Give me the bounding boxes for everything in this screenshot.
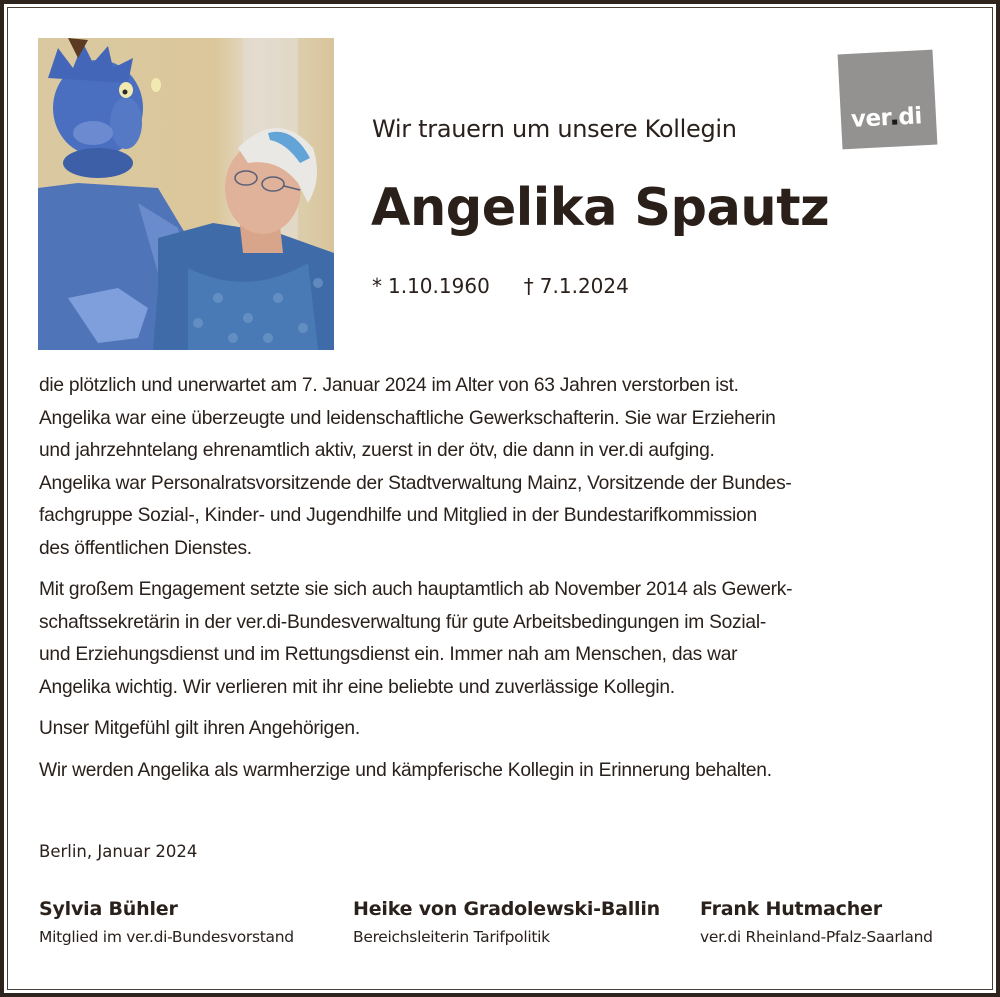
- mourning-intro: Wir trauern um unsere Kollegin: [372, 115, 737, 143]
- verdi-logo: [838, 50, 938, 150]
- text-line: schaftssekretärin in der ver.di-Bundesverwaltung für gute Arbeitsbedingungen im Sozial-: [39, 611, 766, 633]
- birth-star-icon: *: [372, 274, 382, 298]
- signer: [39, 898, 294, 946]
- signer: [353, 898, 660, 946]
- paragraph-remembrance: [39, 755, 969, 788]
- life-dates: [372, 274, 629, 298]
- signer-role: Bereichsleiterin Tarifpolitik: [353, 928, 550, 946]
- place-date: Berlin, Januar 2024: [39, 842, 198, 861]
- text-line: und jahrzehntelang ehrenamtlich aktiv, zuerst in der ötv, die dann in ver.di aufging.: [39, 440, 715, 461]
- obituary-body: [39, 370, 969, 796]
- death-date: 7.1.2024: [539, 274, 629, 298]
- verdi-logo-text: ver di: [850, 103, 923, 133]
- portrait-photo: [38, 38, 334, 350]
- verdi-logo-dot-icon: [893, 120, 898, 125]
- text-line: und Erziehungsdienst und im Rettungsdienst ein. Immer nah am Menschen, das war: [39, 644, 738, 665]
- text-line: Unser Mitgefühl gilt ihren Angehörigen.: [39, 718, 360, 739]
- signer-name: Sylvia Bühler: [39, 898, 178, 920]
- text-line: des öffentlichen Dienstes.: [39, 537, 252, 559]
- text-line: die plötzlich und unerwartet am 7. Januar 2024 im Alter von 63 Jahren verstorben ist.: [39, 375, 739, 396]
- portrait-photo-illustration: [38, 38, 334, 350]
- paragraph-condolence: [39, 713, 969, 746]
- signer: [700, 898, 933, 946]
- text-line: Mit großem Engagement setzte sie sich auch hauptamtlich ab November 2014 als Gewerk-: [39, 579, 793, 600]
- text-line: Wir werden Angelika als warmherzige und kämpferische Kollegin in Erinnerung behalten.: [39, 759, 772, 781]
- signer-role: ver.di Rheinland-Pfalz-Saarland: [700, 928, 933, 946]
- signer-name: Frank Hutmacher: [700, 898, 882, 920]
- birth-date: 1.10.1960: [388, 274, 490, 298]
- birth-date-group: [372, 274, 490, 298]
- paragraph-engagement: [39, 574, 969, 704]
- text-line: Angelika war Personalratsvorsitzende der Stadtverwaltung Mainz, Vorsitzende der Bundes-: [39, 472, 792, 494]
- text-line: Angelika wichtig. Wir verlieren mit ihr eine beliebte und zuverlässige Kollegin.: [39, 676, 675, 698]
- signer-name: Heike von Gradolewski-Ballin: [353, 898, 661, 920]
- deceased-name: Angelika Spautz: [371, 178, 830, 238]
- paragraph-biography: [39, 370, 969, 565]
- death-date-group: [524, 274, 629, 298]
- text-line: fachgruppe Sozial-, Kinder- und Jugendhilfe und Mitglied in der Bundestarifkommission: [39, 505, 757, 526]
- signer-role: Mitglied im ver.di-Bundesvorstand: [39, 928, 294, 946]
- death-cross-icon: †: [523, 274, 534, 298]
- text-line: Angelika war eine überzeugte und leidenschaftliche Gewerkschafterin. Sie war Erzieherin: [39, 407, 776, 429]
